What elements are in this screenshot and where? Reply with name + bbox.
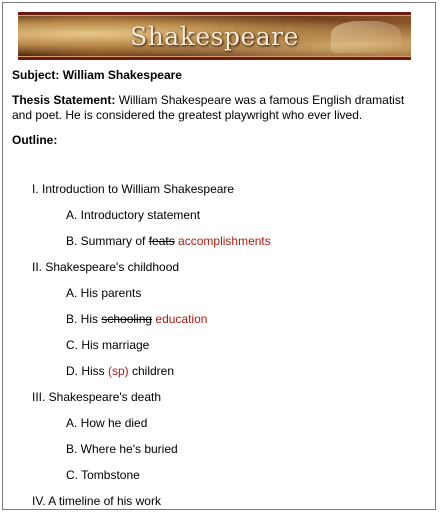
subject-label: Subject: [12, 68, 60, 82]
outline-item [66, 312, 207, 326]
struck-word: schooling [101, 312, 153, 326]
outline-item-text: B. Where he's buried [66, 442, 178, 456]
correction-word: education [155, 312, 208, 326]
outline-item-text: B. His [66, 312, 102, 326]
outline-item [66, 208, 200, 222]
outline-item-text: A. How he died [66, 416, 148, 430]
outline-item-text: IV. A timeline of his work [32, 494, 161, 508]
outline-item-text: A. His parents [66, 286, 142, 300]
outline-item-text: C. Tombstone [66, 468, 140, 482]
outline-item-text: I. Introduction to William Shakespeare [32, 182, 235, 196]
outline-item [66, 234, 271, 248]
outline-item [32, 494, 161, 508]
outline-item-text: C. His marriage [66, 338, 150, 352]
outline-item-text: D. Hiss [66, 364, 108, 378]
thesis-label: Thesis Statement: [12, 93, 116, 107]
outline-item [66, 286, 141, 300]
banner-title: Shakespeare [130, 22, 299, 51]
outline-item [32, 390, 161, 404]
subject-value: William Shakespeare [62, 68, 182, 82]
correction-word: accomplishments [178, 234, 271, 248]
spelling-note: (sp) [108, 364, 129, 378]
outline-item [66, 364, 174, 378]
outline-item-text: II. Shakespeare's childhood [32, 260, 180, 274]
title-banner [18, 12, 411, 60]
subject-line [12, 68, 422, 83]
outline-item [66, 468, 140, 482]
struck-word: feats [148, 234, 175, 248]
outline-item [32, 260, 179, 274]
outline-item-text: B. Summary of [66, 234, 149, 248]
outline-item-text: A. Introductory statement [66, 208, 201, 222]
outline-item [66, 442, 178, 456]
outline-item-text: children [128, 364, 175, 378]
outline-item [66, 338, 149, 352]
outline-item [32, 182, 234, 196]
outline-item [66, 416, 147, 430]
outline-item-text: III. Shakespeare's death [32, 390, 162, 404]
outline-document [12, 68, 422, 148]
thesis-statement [12, 93, 422, 123]
outline-heading: Outline: [12, 133, 58, 147]
thesis-text: William Shakespeare was a famous English dramatist and poet. He is considered the greatest playwright who ever lived. [12, 93, 405, 122]
